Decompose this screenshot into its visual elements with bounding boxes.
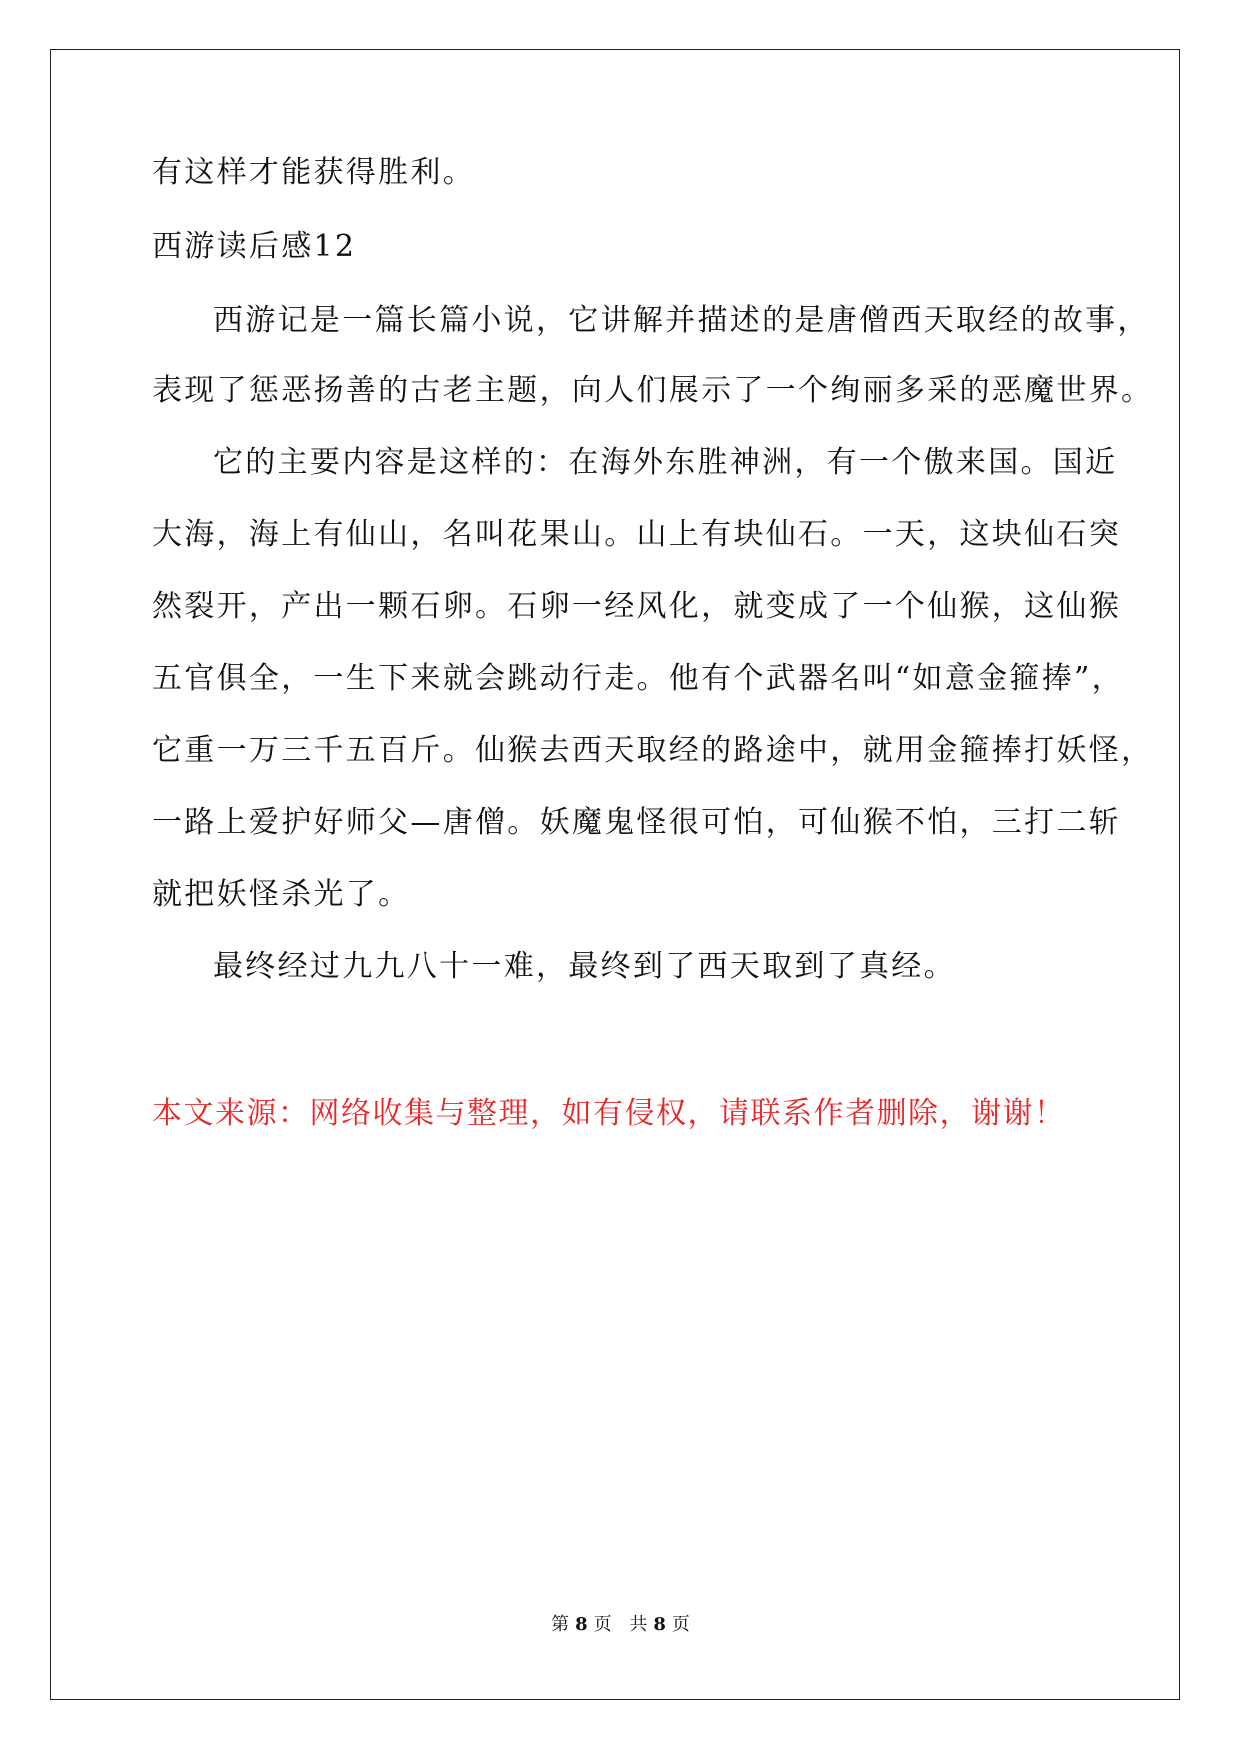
paragraph-line: 五官俱全，一生下来就会跳动行走。他有个武器名叫“如意金箍捧”， <box>152 661 1124 696</box>
paragraph-line: 一路上爱护好师父—唐僧。妖魔鬼怪很可怕，可仙猴不怕，三打二斩 <box>152 805 1121 840</box>
paragraph-line: 最终经过九九八十一难，最终到了西天取到了真经。 <box>213 949 956 984</box>
section-heading: 西游读后感12 <box>152 229 357 264</box>
paragraph-line: 它重一万三千五百斤。仙猴去西天取经的路途中，就用金箍捧打妖怪， <box>152 733 1154 768</box>
page-footer <box>0 1613 1241 1637</box>
paragraph-line: 就把妖怪杀光了。 <box>152 877 411 912</box>
paragraph-line: 大海，海上有仙山，名叫花果山。山上有块仙石。一天，这块仙石突 <box>152 517 1121 552</box>
paragraph-line: 然裂开，产出一颗石卵。石卵一经风化，就变成了一个仙猴，这仙猴 <box>152 589 1121 624</box>
paragraph-line: 表现了惩恶扬善的古老主题，向人们展示了一个绚丽多采的恶魔世界。 <box>152 373 1154 408</box>
paragraph-line: 有这样才能获得胜利。 <box>152 155 475 190</box>
paragraph-line: 它的主要内容是这样的：在海外东胜神洲，有一个傲来国。国近 <box>213 445 1118 480</box>
source-notice: 本文来源：网络收集与整理，如有侵权，请联系作者删除，谢谢！ <box>152 1096 1066 1131</box>
page-number: 第 8 页 <box>551 1614 612 1635</box>
paragraph-line: 西游记是一篇长篇小说，它讲解并描述的是唐僧西天取经的故事， <box>213 303 1150 338</box>
page-total: 共 8 页 <box>629 1614 690 1635</box>
